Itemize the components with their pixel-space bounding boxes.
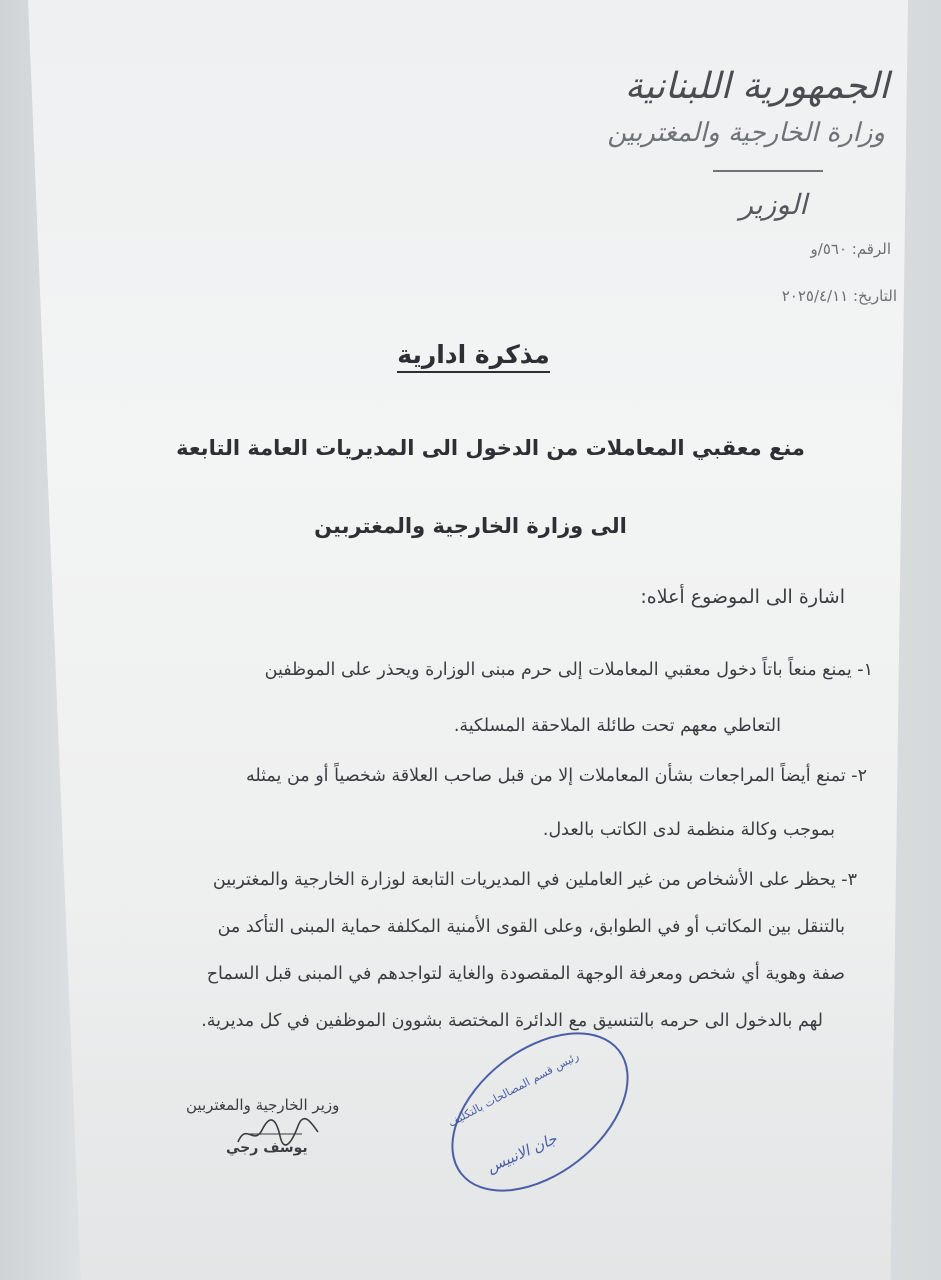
signatory-name: يوسف رجي — [226, 1140, 308, 1156]
letterhead-divider — [713, 170, 823, 172]
item-2-line-1: ٢- تمنع أيضاً المراجعات بشأن المعاملات إلا من قبل صاحب العلاقة شخصياً أو من يمثله — [245, 766, 867, 786]
letterhead-republic: الجمهورية اللبنانية — [624, 66, 889, 107]
stamp-text-name: جان الانبيس — [484, 1129, 560, 1177]
letterhead-office: الوزير — [739, 188, 807, 221]
item-3-line-2: بالتنقل بين المكاتب أو في الطوابق، وعلى القوى الأمنية المكلفة حماية المبنى التأكد من — [217, 917, 845, 937]
reference-number: الرقم: ٥٦٠/و — [810, 240, 891, 258]
reference-date: التاريخ: ٢٠٢٥/٤/١١ — [781, 287, 897, 305]
signature-title: وزير الخارجية والمغتربين — [186, 1096, 340, 1114]
item-3-line-4: لهم بالدخول الى حرمه بالتنسيق مع الدائرة المختصة بشوون الموظفين في كل مديرية. — [201, 1011, 823, 1031]
memo-subject-line-2: الى وزارة الخارجية والمغتربين — [314, 514, 627, 538]
body-intro: اشارة الى الموضوع أعلاه: — [640, 586, 845, 608]
official-stamp — [422, 1000, 662, 1200]
memo-title — [0, 340, 941, 369]
memo-title-text: مذكرة ادارية — [397, 340, 549, 373]
letterhead-ministry: وزارة الخارجية والمغتربين — [607, 118, 885, 148]
item-2-line-2: بموجب وكالة منظمة لدى الكاتب بالعدل. — [542, 820, 835, 840]
memo-subject-line-1: منع معقبي المعاملات من الدخول الى المديريات العامة التابعة — [176, 436, 805, 460]
item-1-line-1: ١- يمنع منعاً باتاً دخول معقبي المعاملات إلى حرم مبنى الوزارة ويحذر على الموظفين — [264, 660, 873, 680]
item-1-line-2: التعاطي معهم تحت طائلة الملاحقة المسلكية. — [453, 716, 781, 736]
stamp-text-title: رئيس قسم المصالحات بالتكليف — [446, 1049, 581, 1130]
item-3-line-1: ٣- يحظر على الأشخاص من غير العاملين في المديريات التابعة لوزارة الخارجية والمغتربين — [212, 870, 857, 890]
item-3-line-3: صفة وهوية أي شخص ومعرفة الوجهة المقصودة والغاية لتواجدهم في المبنى قبل السماح — [206, 964, 845, 984]
